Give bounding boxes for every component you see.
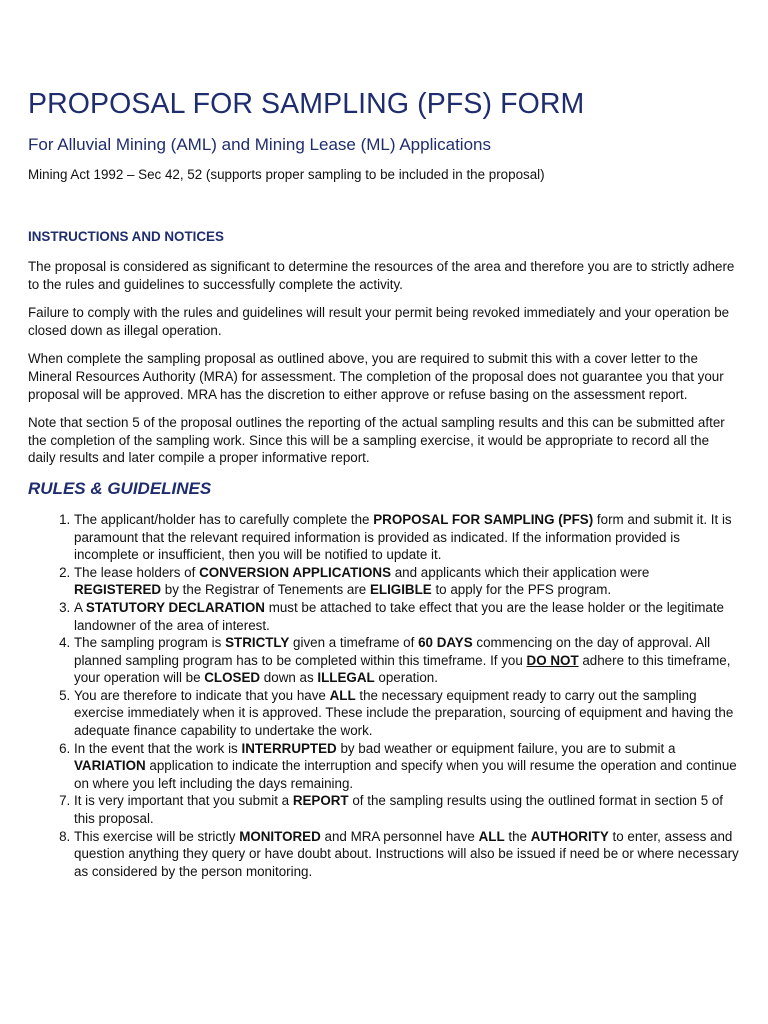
rule-text: The lease holders of bbox=[74, 564, 200, 580]
rule-item bbox=[74, 634, 740, 687]
rule-emphasis: INTERRUPTED bbox=[241, 740, 337, 756]
rule-text: In the event that the work is bbox=[74, 740, 242, 756]
rule-text: to enter, assess and question anything they query or have doubt about. Instructions will also be issued if need be or where necessary as considered by the person monitoring. bbox=[74, 828, 739, 879]
rule-text: It is very important that you submit a bbox=[74, 793, 293, 809]
rule-text: This exercise will be strictly bbox=[74, 828, 240, 844]
rule-emphasis: CONVERSION APPLICATIONS bbox=[199, 564, 392, 580]
rule-text: by bad weather or equipment failure, you are to submit a bbox=[336, 740, 676, 756]
instructions-paragraph: The proposal is considered as significant to determine the resources of the area and therefore you are to strictly adhere to the rules and guidelines to successfully complete the activity. bbox=[28, 259, 735, 292]
rule-text: adhere to this timeframe, your operation will be bbox=[74, 652, 731, 686]
rule-emphasis: ELIGIBLE bbox=[369, 582, 432, 598]
rule-text: down as bbox=[260, 670, 318, 686]
rule-item bbox=[74, 599, 740, 634]
rule-item bbox=[74, 564, 740, 599]
rule-emphasis-underlined: DO NOT bbox=[526, 652, 579, 668]
rule-emphasis: ILLEGAL bbox=[317, 670, 375, 686]
rule-item bbox=[74, 740, 740, 793]
rule-text: and MRA personnel have bbox=[320, 828, 479, 844]
act-reference: Mining Act 1992 – Sec 42, 52 (supports proper sampling to be included in the proposal) bbox=[28, 167, 545, 182]
instructions-paragraph: When complete the sampling proposal as outlined above, you are required to submit this with a cover letter to the Mineral Resources Authority (MRA) for assessment. The completion of the proposal does not guarantee you that your proposal will be approved. MRA has the discretion to either approve or refuse basing on the assessment report. bbox=[28, 351, 724, 402]
rule-emphasis: REGISTERED bbox=[74, 582, 162, 598]
rule-emphasis: REPORT bbox=[292, 793, 349, 809]
rule-emphasis: STRICTLY bbox=[225, 635, 290, 651]
rule-item bbox=[74, 687, 740, 740]
rule-text: and applicants which their application were bbox=[391, 564, 650, 580]
rule-text: the bbox=[504, 828, 531, 844]
rule-emphasis: PROPOSAL FOR SAMPLING (PFS) bbox=[373, 511, 594, 527]
rules-heading: RULES & GUIDELINES bbox=[28, 478, 212, 498]
rule-emphasis: CLOSED bbox=[204, 670, 261, 686]
rules-list bbox=[28, 511, 740, 880]
rule-text: The applicant/holder has to carefully complete the bbox=[74, 511, 374, 527]
rule-text: You are therefore to indicate that you have bbox=[74, 687, 330, 703]
rule-emphasis: STATUTORY DECLARATION bbox=[85, 599, 265, 615]
rule-text: by the Registrar of Tenements are bbox=[161, 582, 370, 598]
instructions-heading: INSTRUCTIONS AND NOTICES bbox=[28, 229, 224, 244]
document-title: PROPOSAL FOR SAMPLING (PFS) FORM bbox=[28, 88, 585, 120]
rule-item bbox=[74, 828, 740, 881]
rule-emphasis: AUTHORITY bbox=[530, 828, 609, 844]
rule-item bbox=[74, 511, 740, 564]
instructions-paragraph: Failure to comply with the rules and guidelines will result your permit being revoked immediately and your operation be closed down as illegal operation. bbox=[28, 305, 730, 338]
rule-text: operation. bbox=[374, 670, 438, 686]
rule-text: commencing on the day of approval. All planned sampling program has to be completed within this timeframe. If you bbox=[74, 635, 711, 668]
instructions-paragraph: Note that section 5 of the proposal outlines the reporting of the actual sampling results and this can be submitted after the completion of the sampling work. Since this will be a sampling exercise, it would be appropriate to record all the daily results and later compile a proper informative report. bbox=[28, 415, 725, 466]
rule-text: must be attached to take effect that you are the lease holder or the legitimate landowner of the area of interest. bbox=[74, 599, 725, 633]
rule-text: of the sampling results using the outlined format in section 5 of this proposal. bbox=[74, 793, 724, 827]
rule-text: the necessary equipment ready to carry out the sampling exercise immediately when it is approved. These include the preparation, sourcing of equipment and having the adequate finance capability to undertake the work. bbox=[74, 687, 734, 739]
rule-text: to apply for the PFS program. bbox=[431, 582, 612, 598]
rule-emphasis: ALL bbox=[329, 687, 356, 703]
rule-text: The sampling program is bbox=[74, 635, 226, 651]
rule-emphasis: 60 DAYS bbox=[418, 635, 473, 651]
rule-emphasis: ALL bbox=[478, 828, 505, 844]
rule-text: form and submit it. It is paramount that the relevant required information is provided as indicated. If the information provided is incomplete or insufficient, then you will be notified to update it. bbox=[74, 511, 732, 563]
rule-item bbox=[74, 792, 740, 827]
document-subtitle: For Alluvial Mining (AML) and Mining Lease (ML) Applications bbox=[28, 135, 491, 154]
rule-emphasis: VARIATION bbox=[74, 758, 146, 774]
rule-text: A bbox=[74, 599, 86, 615]
rule-emphasis: MONITORED bbox=[239, 828, 321, 844]
rule-text: given a timeframe of bbox=[289, 635, 419, 651]
rule-text: application to indicate the interruption and specify when you will resume the operation and continue on where you left including the days remaining. bbox=[74, 758, 737, 791]
